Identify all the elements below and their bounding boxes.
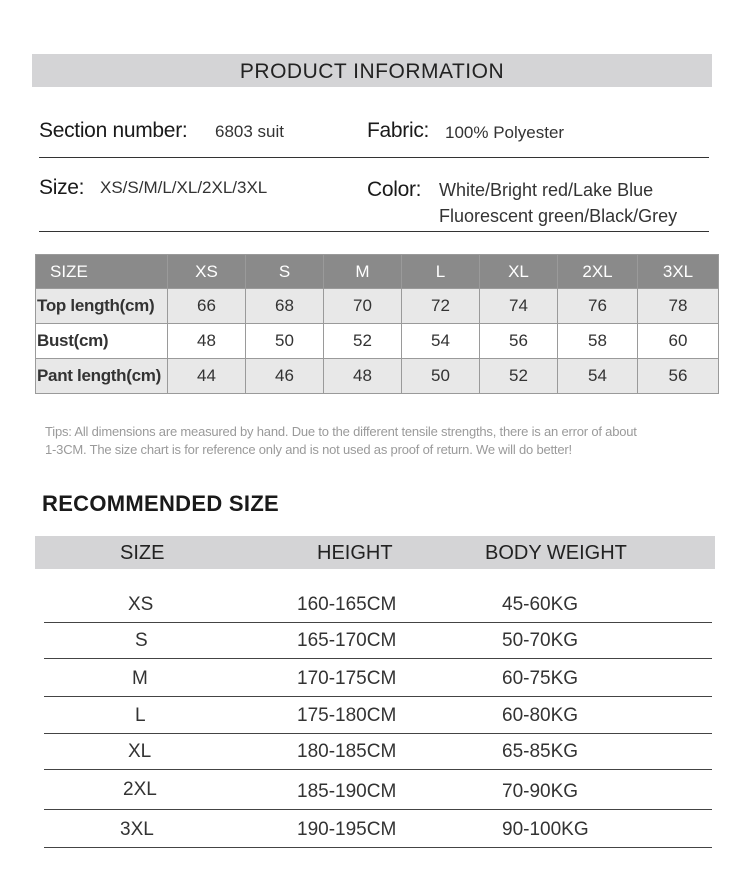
table-cell: 54: [558, 359, 638, 394]
recommended-row-3xl: [44, 811, 712, 848]
rec-size: XL: [128, 741, 152, 762]
recommended-row-l: [44, 697, 712, 734]
recommended-row-m: [44, 660, 712, 697]
table-cell: 78: [638, 289, 719, 324]
size-chart-header-xs: XS: [168, 255, 246, 289]
rec-weight: 65-85KG: [502, 741, 579, 762]
color-value-line2: Fluorescent green/Black/Grey: [439, 206, 678, 226]
table-cell: 50: [246, 324, 324, 359]
table-cell: 52: [324, 324, 402, 359]
rec-weight: 90-100KG: [502, 819, 589, 840]
rec-size: S: [135, 630, 148, 651]
rec-weight: 70-90KG: [502, 781, 579, 802]
recommended-row-s: [44, 622, 712, 659]
rec-weight: 50-70KG: [502, 630, 579, 651]
row-label: Pant length(cm): [36, 359, 168, 394]
recommended-col-height: HEIGHT: [317, 542, 393, 564]
color-label: Color:: [367, 178, 422, 201]
table-cell: 74: [480, 289, 558, 324]
table-cell: 58: [558, 324, 638, 359]
table-cell: 54: [402, 324, 480, 359]
recommended-col-size: SIZE: [120, 542, 165, 564]
table-cell: 68: [246, 289, 324, 324]
tips-line-2: 1-3CM. The size chart is for reference only and is not used as proof of return. We will do better!: [45, 442, 572, 457]
table-cell: 66: [168, 289, 246, 324]
table-cell: 70: [324, 289, 402, 324]
size-chart-header-l: L: [402, 255, 480, 289]
size-chart-row-bust: [36, 324, 719, 359]
rec-size: L: [135, 705, 146, 726]
size-chart-row-pant-length: [36, 359, 719, 394]
size-value: XS/S/M/L/XL/2XL/3XL: [100, 178, 268, 197]
rec-height: 160-165CM: [297, 594, 397, 615]
rec-size: XS: [128, 594, 154, 615]
table-cell: 52: [480, 359, 558, 394]
rec-height: 180-185CM: [297, 741, 397, 762]
rec-height: 185-190CM: [297, 781, 397, 802]
table-cell: 48: [324, 359, 402, 394]
color-value-line1: White/Bright red/Lake Blue: [439, 180, 654, 200]
size-label: Size:: [39, 176, 85, 199]
recommended-row-xl: [44, 733, 712, 770]
size-chart-header-size: SIZE: [36, 255, 168, 289]
size-chart-table: [35, 254, 719, 394]
table-cell: 50: [402, 359, 480, 394]
table-cell: 46: [246, 359, 324, 394]
recommended-size-title: RECOMMENDED SIZE: [42, 491, 280, 516]
info-divider-1: [39, 157, 709, 158]
product-information-title: PRODUCT INFORMATION: [32, 54, 712, 87]
row-label: Bust(cm): [36, 324, 168, 359]
table-cell: 72: [402, 289, 480, 324]
table-cell: 56: [480, 324, 558, 359]
rec-height: 165-170CM: [297, 630, 397, 651]
tips-line-1: Tips: All dimensions are measured by hand. Due to the different tensile strengths, there is an error of about: [45, 424, 637, 439]
size-chart-header-row: [36, 255, 719, 289]
recommended-col-body-weight: BODY WEIGHT: [485, 542, 627, 564]
info-divider-2: [39, 231, 709, 232]
rec-height: 170-175CM: [297, 668, 397, 689]
recommended-header-bar: [35, 536, 715, 569]
table-cell: 48: [168, 324, 246, 359]
rec-height: 190-195CM: [297, 819, 397, 840]
rec-size: 2XL: [123, 779, 157, 800]
rec-size: M: [132, 668, 148, 689]
size-chart-row-top-length: [36, 289, 719, 324]
rec-height: 175-180CM: [297, 705, 397, 726]
recommended-row-2xl: [44, 773, 712, 810]
size-chart-header-3xl: 3XL: [638, 255, 719, 289]
size-chart-header-m: M: [324, 255, 402, 289]
section-number-label: Section number:: [39, 119, 188, 142]
size-chart-header-2xl: 2XL: [558, 255, 638, 289]
measurement-tips: [45, 423, 715, 459]
rec-weight: 60-75KG: [502, 668, 579, 689]
row-label: Top length(cm): [36, 289, 168, 324]
size-chart-header-xl: XL: [480, 255, 558, 289]
table-cell: 56: [638, 359, 719, 394]
rec-weight: 60-80KG: [502, 705, 579, 726]
recommended-row-xs: [44, 586, 712, 623]
section-number-value: 6803 suit: [215, 122, 284, 141]
fabric-label: Fabric:: [367, 119, 430, 142]
rec-weight: 45-60KG: [502, 594, 579, 615]
size-chart-header-s: S: [246, 255, 324, 289]
table-cell: 60: [638, 324, 719, 359]
rec-size: 3XL: [120, 819, 154, 840]
fabric-value: 100% Polyester: [445, 123, 565, 142]
table-cell: 44: [168, 359, 246, 394]
table-cell: 76: [558, 289, 638, 324]
